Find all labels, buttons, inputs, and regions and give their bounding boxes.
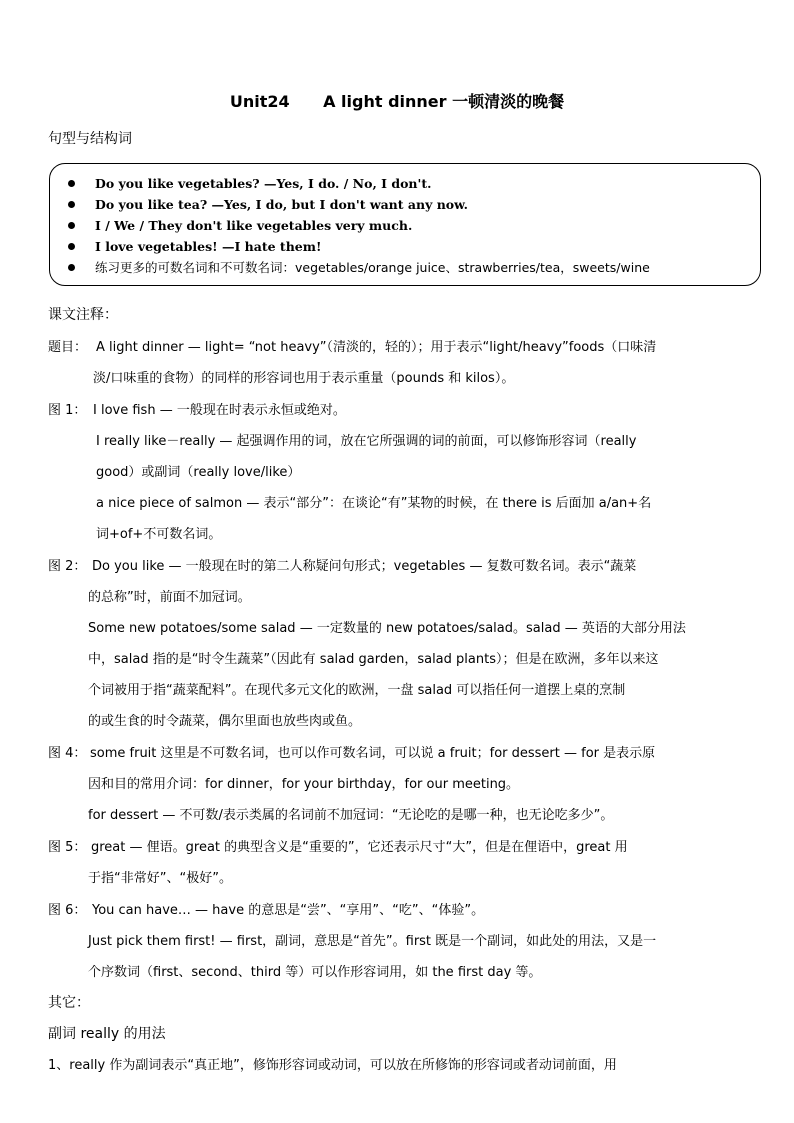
note-text: a nice piece of salmon — 表示“部分”：在谈论“有”某物的时候，在 there is 后面加 a/an+名 <box>96 496 652 511</box>
note-text: some fruit 这里是不可数名词，也可以作可数名词，可以说 a fruit；for dessert — for 是表示原 <box>90 746 656 761</box>
note-label-fig2: 图 2： <box>48 559 87 574</box>
note-text: 中，salad 指的是“时令生蔬菜”（因此有 salad garden，salad plants）；但是在欧洲，多年以来这 <box>88 652 659 667</box>
note-text: Some new potatoes/some salad — 一定数量的 new potatoes/salad。salad — 英语的大部分用法 <box>88 621 686 636</box>
bullet-icon <box>68 264 75 271</box>
note-text: 词+of+不可数名词。 <box>96 527 222 542</box>
note-text: Do you like — 一般现在时的第二人称疑问句形式；vegetables — 复数可数名词。表示“蔬菜 <box>92 559 637 574</box>
note-text: for dessert — 不可数/表示类属的名词前不加冠词：“无论吃的是哪一种，也无论吃多少”。 <box>88 808 614 823</box>
note-text: 个序数词（first、second、third 等）可以作形容词用，如 the first day 等。 <box>88 965 542 980</box>
note-text: 1、really 作为副词表示“真正地”，修饰形容词或动词，可以放在所修饰的形容词或者动词前面，用 <box>48 1058 617 1073</box>
section-notes: 课文注释： <box>48 307 118 323</box>
note-label-fig1: 图 1： <box>48 403 87 418</box>
note-text: 于指“非常好”、“极好”。 <box>88 871 232 886</box>
list-item: Do you like tea? —Yes, I do, but I don't want any now. <box>68 194 650 215</box>
section-adverb-really: 副词 really 的用法 <box>48 1026 166 1042</box>
note-text: You can have… — have 的意思是“尝”、“享用”、“吃”、“体验”。 <box>92 903 485 918</box>
note-text: 淡/口味重的食物）的同样的形容词也用于表示重量（pounds 和 kilos）。 <box>93 371 515 386</box>
note-text: I love fish — 一般现在时表示永恒或绝对。 <box>93 403 346 418</box>
list-item: Do you like vegetables? —Yes, I do. / No, I don't. <box>68 173 650 194</box>
note-text: great — 俚语。great 的典型含义是“重要的”，它还表示尺寸“大”，但是在俚语中，great 用 <box>91 840 628 855</box>
bullet-icon <box>68 180 75 187</box>
note-text: Just pick them first! — first，副词，意思是“首先”。first 既是一个副词，如此处的用法，又是一 <box>88 934 657 949</box>
note-text: A light dinner — light= “not heavy”（清淡的，轻的）；用于表示“light/heavy”foods（口味清 <box>96 340 657 355</box>
note-label-fig4: 图 4： <box>48 746 87 761</box>
bullet-icon <box>68 201 75 208</box>
section-others: 其它： <box>48 995 90 1011</box>
list-item: I / We / They don't like vegetables very much. <box>68 215 650 236</box>
note-text: 的总称”时，前面不加冠词。 <box>88 590 251 605</box>
bullet-icon <box>68 243 75 250</box>
page-title: Unit24 A light dinner 一顿清淡的晚餐 <box>229 92 565 111</box>
list-item: 练习更多的可数名词和不可数名词：vegetables/orange juice、strawberries/tea，sweets/wine <box>68 257 650 278</box>
bullet-icon <box>68 222 75 229</box>
sentence-pattern-box <box>49 163 761 286</box>
note-text: good）或副词（really love/like） <box>96 465 301 480</box>
note-text: 的或生食的时令蔬菜，偶尔里面也放些肉或鱼。 <box>88 714 362 729</box>
note-label-title: 题目： <box>48 340 88 355</box>
note-label-fig6: 图 6： <box>48 903 87 918</box>
note-text: 个词被用于指“蔬菜配料”。在现代多元文化的欧洲，一盘 salad 可以指任何一道摆上桌的烹制 <box>88 683 626 698</box>
note-text: I really like－really — 起强调作用的词，放在它所强调的词的前面，可以修饰形容词（really <box>96 434 637 449</box>
list-item: I love vegetables! —I hate them! <box>68 236 650 257</box>
note-label-fig5: 图 5： <box>48 840 87 855</box>
note-text: 因和目的常用介词：for dinner，for your birthday，for our meeting。 <box>88 777 520 792</box>
section-sentence-patterns: 句型与结构词 <box>48 131 132 147</box>
